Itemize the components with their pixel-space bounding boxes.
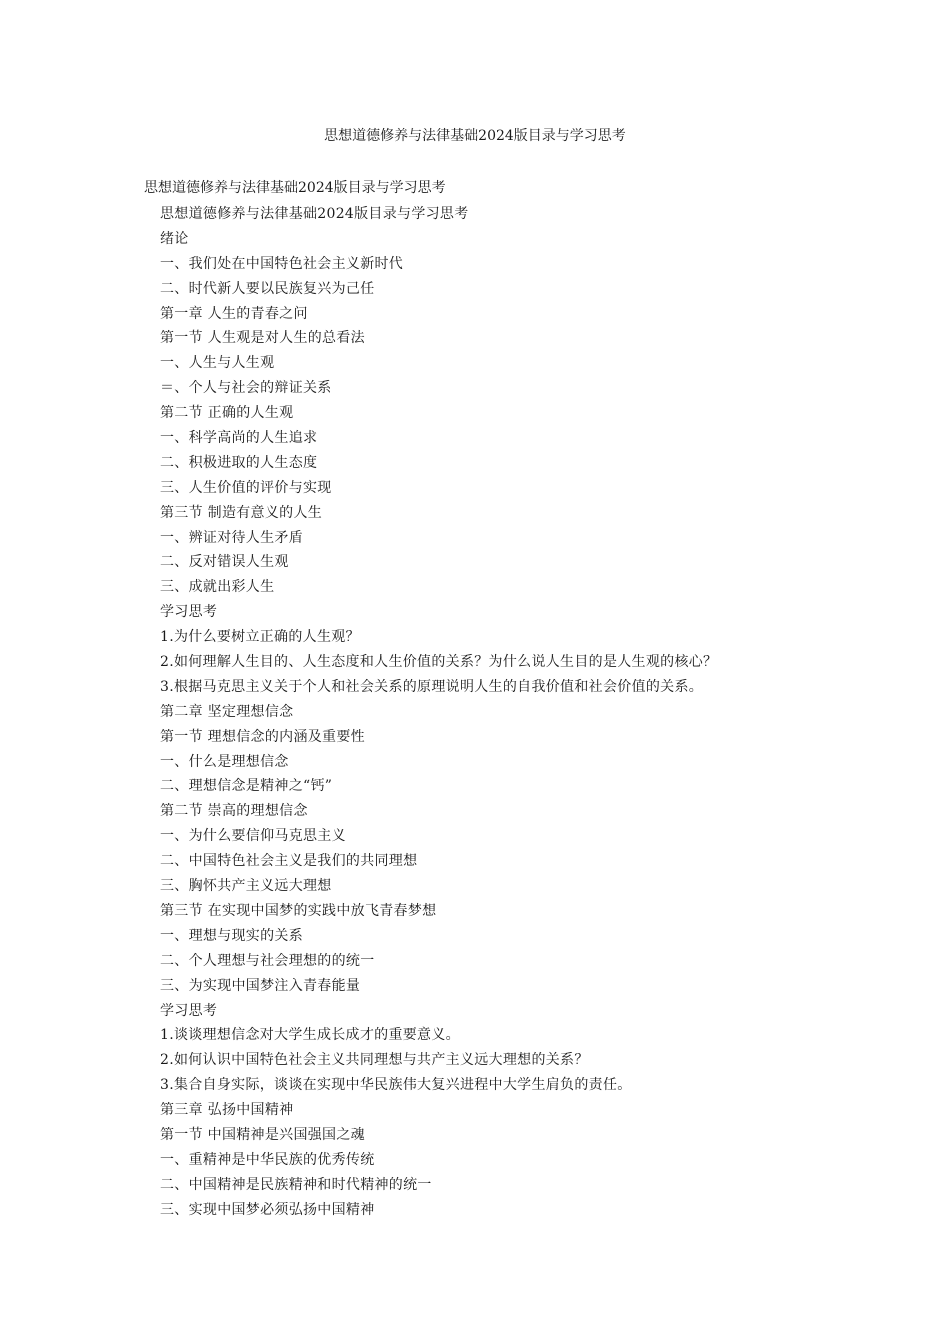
toc-line: 3.集合自身实际，谈谈在实现中华民族伟大复兴进程中大学生肩负的责任。 (160, 1077, 632, 1094)
toc-line: 一、为什么要信仰马克思主义 (160, 828, 346, 845)
toc-line: 一、重精神是中华民族的优秀传统 (160, 1151, 375, 1168)
toc-line: 二、积极进取的人生态度 (160, 454, 318, 471)
toc-line: 第三节 在实现中国梦的实践中放飞青春梦想 (160, 902, 437, 919)
toc-line: 第一章 人生的青春之问 (160, 305, 308, 322)
toc-line: 一、辨证对待人生矛盾 (160, 529, 303, 546)
toc-line: 学习思考 (160, 1002, 218, 1019)
toc-line: 三、胸怀共产主义远大理想 (160, 878, 332, 895)
toc-line: 绪论 (160, 230, 189, 247)
toc-line: 第二章 坚定理想信念 (160, 703, 294, 720)
toc-line: 3.根据马克思主义关于个人和社会关系的原理说明人生的自我价值和社会价值的关系。 (160, 678, 704, 695)
toc-line: 一、理想与现实的关系 (160, 927, 303, 944)
toc-line: 三、人生价值的评价与实现 (160, 479, 332, 496)
toc-line: ＝、个人与社会的辩证关系 (160, 380, 332, 397)
toc-line: 三、实现中国梦必须弘扬中国精神 (160, 1201, 375, 1218)
toc-line: 二、中国特色社会主义是我们的共同理想 (160, 853, 418, 870)
toc-line: 思想道德修养与法律基础2024版目录与学习思考 (160, 206, 469, 222)
toc-line: 第二节 正确的人生观 (160, 405, 294, 422)
toc-line: 2.如何理解人生目的、人生态度和人生价值的关系？为什么说人生目的是人生观的核心？ (160, 654, 718, 671)
toc-line: 二、中国精神是民族精神和时代精神的统一 (160, 1176, 432, 1193)
toc-line: 二、反对错误人生观 (160, 554, 289, 571)
toc-line: 一、我们处在中国特色社会主义新时代 (160, 255, 404, 272)
toc-line: 二、个人理想与社会理想的的统一 (160, 952, 375, 969)
toc-line: 第一节 人生观是对人生的总看法 (160, 330, 365, 347)
toc-line: 二、时代新人要以民族复兴为己任 (160, 280, 375, 297)
toc-line: 第三节 制造有意义的人生 (160, 504, 323, 521)
page-header-title: 思想道德修养与法律基础2024版目录与学习思考 (324, 128, 626, 144)
toc-line: 第三章 弘扬中国精神 (160, 1102, 294, 1119)
toc-line: 第一节 中国精神是兴国强国之魂 (160, 1126, 365, 1143)
toc-line: 三、为实现中国梦注入青春能量 (160, 977, 361, 994)
toc-line: 第二节 崇高的理想信念 (160, 803, 308, 820)
toc-line: 2.如何认识中国特色社会主义共同理想与共产主义远大理想的关系？ (160, 1052, 589, 1069)
document-title: 思想道德修养与法律基础2024版目录与学习思考 (144, 180, 446, 196)
toc-line: 1.为什么要树立正确的人生观？ (160, 629, 360, 646)
toc-line: 学习思考 (160, 604, 218, 621)
toc-line: 一、什么是理想信念 (160, 753, 289, 770)
toc-line: 二、理想信念是精神之“钙” (160, 778, 333, 795)
toc-line: 一、人生与人生观 (160, 355, 275, 372)
toc-line: 三、成就出彩人生 (160, 579, 275, 596)
toc-line: 1.谈谈理想信念对大学生成长成才的重要意义。 (160, 1027, 460, 1044)
toc-line: 第一节 理想信念的内涵及重要性 (160, 728, 365, 745)
table-of-contents (160, 202, 717, 1223)
toc-line: 一、科学高尚的人生追求 (160, 430, 318, 447)
